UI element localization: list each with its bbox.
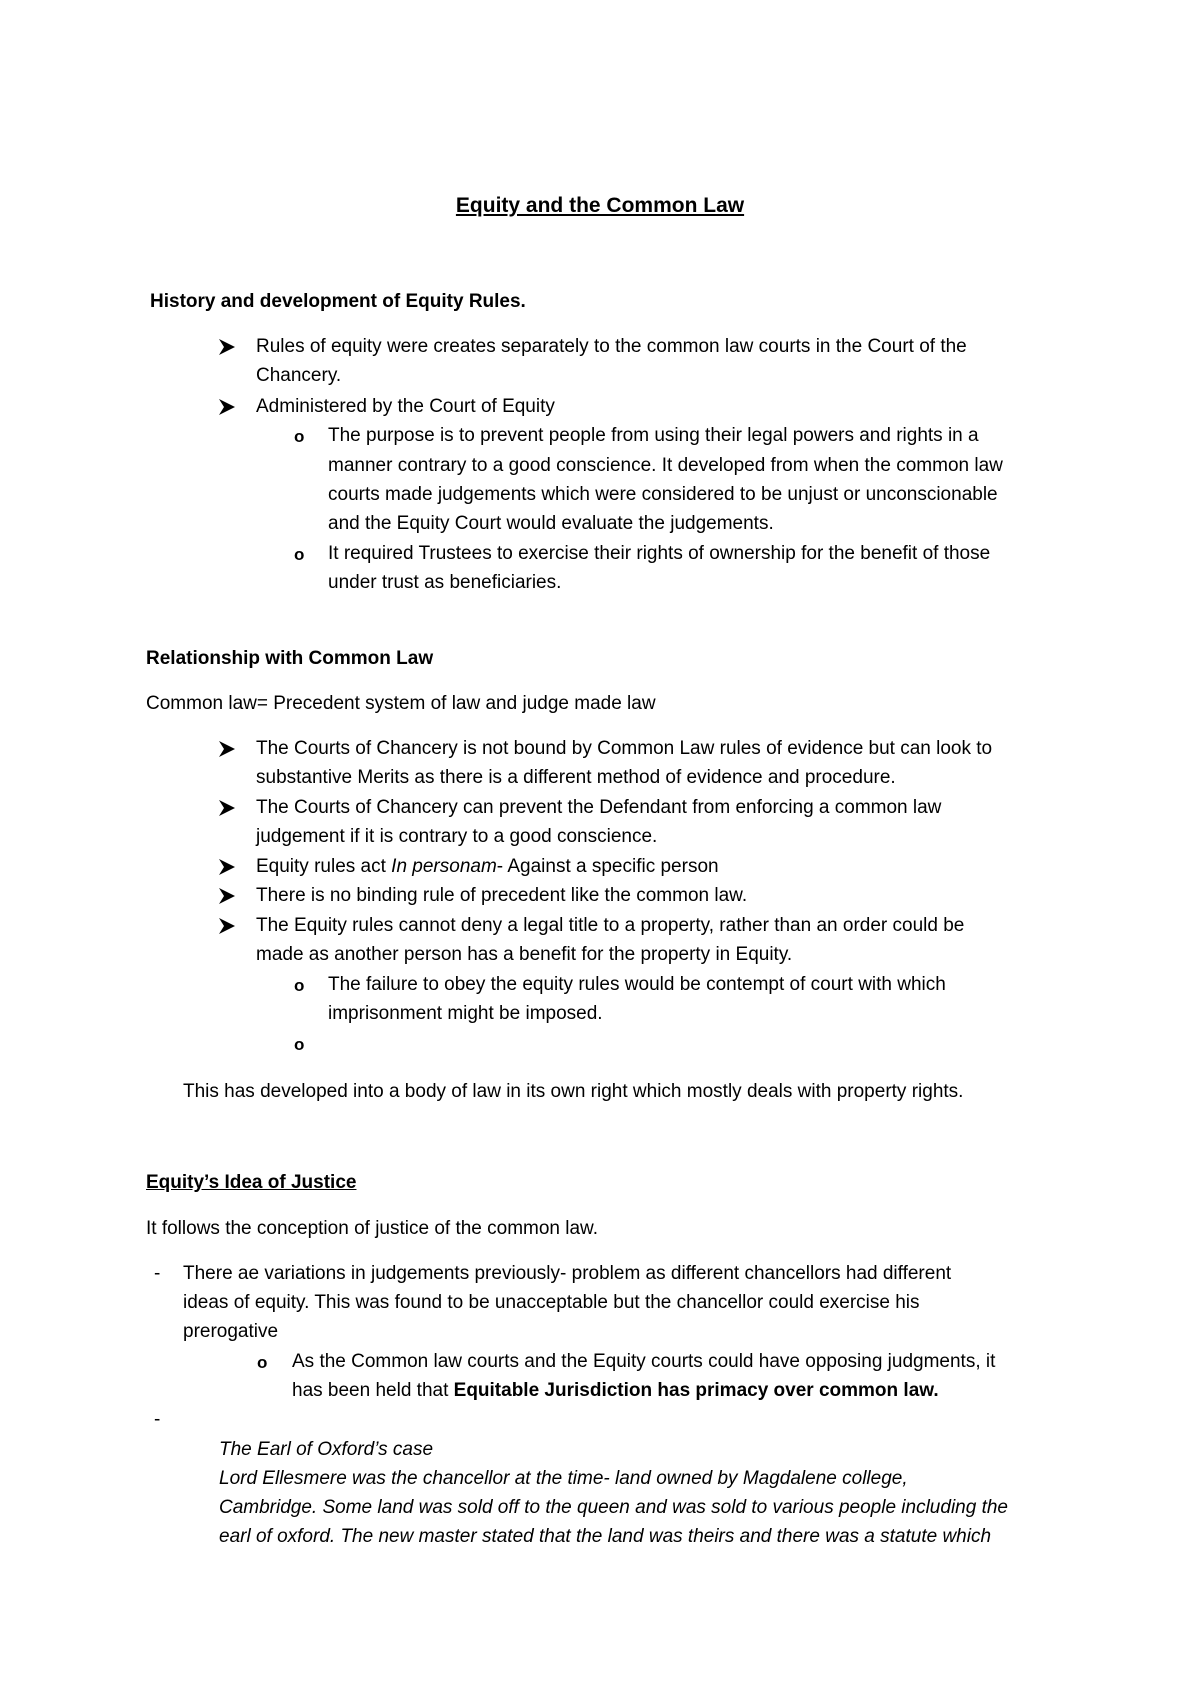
sub-bullet-text: It required Trustees to exercise their rights of ownership for the benefit of those <box>328 543 991 564</box>
sub-bullet-text <box>292 1379 939 1403</box>
bullet-text <box>256 855 719 879</box>
section-heading-history: History and development of Equity Rules. <box>150 291 526 312</box>
bullet-text: The Courts of Chancery can prevent the Defendant from enforcing a common law <box>256 797 942 818</box>
arrow-bullet-icon <box>218 398 236 416</box>
bullet-text: There is no binding rule of precedent like the common law. <box>256 885 748 906</box>
sub-bullet-text: and the Equity Court would evaluate the judgements. <box>328 513 774 534</box>
dash-bullet-text: There ae variations in judgements previously- problem as different chancellors had different <box>183 1263 952 1284</box>
sub-bullet-text: As the Common law courts and the Equity courts could have opposing judgments, it <box>292 1351 996 1372</box>
paragraph-text: Common law= Precedent system of law and judge made law <box>146 693 656 714</box>
section-heading-relationship: Relationship with Common Law <box>146 648 434 669</box>
circle-bullet-icon: o <box>294 545 305 564</box>
case-text: earl of oxford. The new master stated that the land was theirs and there was a statute which <box>219 1526 992 1547</box>
sub-bullet-text: imprisonment might be imposed. <box>328 1003 603 1024</box>
sub-bullet-text: courts made judgements which were considered to be unjust or unconscionable <box>328 484 998 505</box>
arrow-bullet-icon <box>218 799 236 817</box>
bullet-text: made as another person has a benefit for the property in Equity. <box>256 944 793 965</box>
case-text: Cambridge. Some land was sold off to the queen and was sold to various people including the <box>219 1497 1008 1518</box>
circle-bullet-icon: o <box>294 1035 305 1054</box>
sub-bullet-text: The purpose is to prevent people from using their legal powers and rights in a <box>328 425 979 446</box>
case-title: The Earl of Oxford’s case <box>219 1439 434 1460</box>
circle-bullet-icon: o <box>257 1353 268 1372</box>
sub-bullet-text: under trust as beneficiaries. <box>328 572 562 593</box>
circle-bullet-icon: o <box>294 427 305 446</box>
bullet-text: The Equity rules cannot deny a legal title to a property, rather than an order could be <box>256 915 965 936</box>
section-heading-justice: Equity’s Idea of Justice <box>146 1172 357 1193</box>
bullet-text: judgement if it is contrary to a good conscience. <box>256 826 658 847</box>
bullet-text: Administered by the Court of Equity <box>256 396 555 417</box>
sub-bullet-text-part: has been held that <box>292 1380 454 1401</box>
latin-term: In personam <box>391 856 497 877</box>
bullet-text-part: - Against a specific person <box>496 856 719 877</box>
dash-bullet-icon: - <box>154 1409 161 1430</box>
dash-bullet-text: ideas of equity. This was found to be unacceptable but the chancellor could exercise his <box>183 1292 920 1313</box>
case-text: Lord Ellesmere was the chancellor at the time- land owned by Magdalene college, <box>219 1468 908 1489</box>
bullet-text-part: Equity rules act <box>256 856 392 877</box>
arrow-bullet-icon <box>218 887 236 905</box>
bullet-text: The Courts of Chancery is not bound by Common Law rules of evidence but can look to <box>256 738 993 759</box>
bullet-text: Rules of equity were creates separately to the common law courts in the Court of the <box>256 336 967 357</box>
arrow-bullet-icon <box>218 740 236 758</box>
dash-bullet-text: prerogative <box>183 1321 279 1342</box>
page-title: Equity and the Common Law <box>455 194 745 217</box>
paragraph-text: This has developed into a body of law in its own right which mostly deals with property rights. <box>183 1081 964 1102</box>
dash-bullet-icon: - <box>154 1263 161 1284</box>
circle-bullet-icon: o <box>294 976 305 995</box>
bullet-text: substantive Merits as there is a different method of evidence and procedure. <box>256 767 896 788</box>
sub-bullet-text: manner contrary to a good conscience. It developed from when the common law <box>328 455 1003 476</box>
arrow-bullet-icon <box>218 338 236 356</box>
sub-bullet-text: The failure to obey the equity rules would be contempt of court with which <box>328 974 946 995</box>
paragraph-text: It follows the conception of justice of the common law. <box>146 1218 599 1239</box>
arrow-bullet-icon <box>218 917 236 935</box>
key-principle: Equitable Jurisdiction has primacy over common law. <box>453 1380 939 1401</box>
arrow-bullet-icon <box>218 858 236 876</box>
bullet-text: Chancery. <box>256 365 342 386</box>
